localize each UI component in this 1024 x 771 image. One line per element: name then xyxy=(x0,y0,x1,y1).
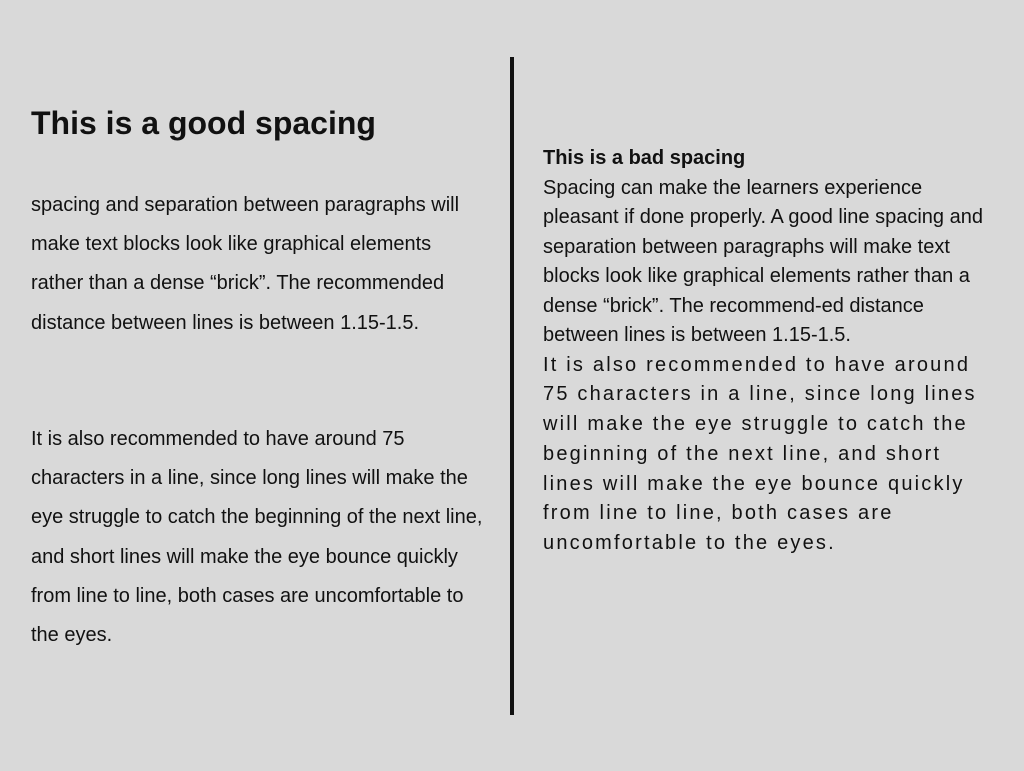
bad-spacing-paragraph-2: It is also recommended to have around 75 characters in a line, since long lines will make the eye struggle to catch the beginning of the next line, and short lines will make the eye bounce quickly from line to line, both cases are uncomfortable to the eyes. xyxy=(543,353,977,555)
bad-spacing-paragraph-1: Spacing can make the learners experience pleasant if done properly. A good line spacing and separation between paragraphs will make text blocks look like graphical elements rather than a dense “brick”. The recommend-ed distance between lines is between 1.15-1.5. xyxy=(543,176,983,346)
good-spacing-heading: This is a good spacing xyxy=(31,105,376,141)
good-spacing-paragraph-2: It is also recommended to have around 75 characters in a line, since long lines will make the eye struggle to catch the beginning of the next line, and short lines will make the eye bounce quickly from line to line, both cases are uncomfortable to the eyes. xyxy=(31,428,483,647)
bad-spacing-block xyxy=(543,144,1001,559)
bad-spacing-heading: This is a bad spacing xyxy=(543,147,746,169)
good-spacing-paragraph-1: spacing and separation between paragraphs will make text blocks look like graphical elements rather than a dense “brick”. The recommended distance between lines is between 1.15-1.5. xyxy=(31,194,460,334)
vertical-divider xyxy=(510,57,514,715)
